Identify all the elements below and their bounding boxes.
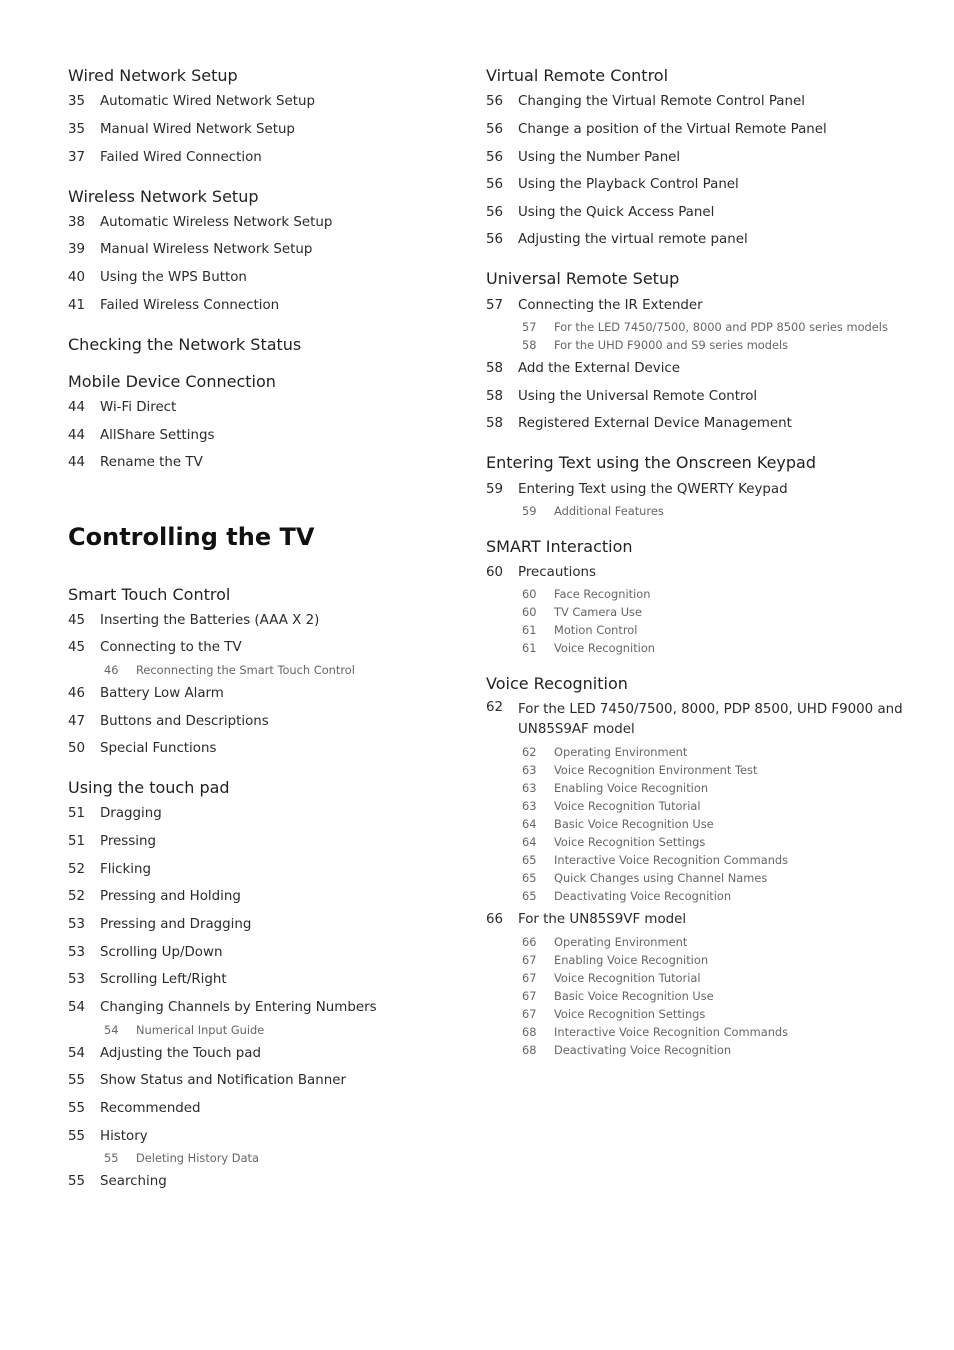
toc-entry-label: Automatic Wired Network Setup <box>100 94 315 109</box>
toc-page-number: 51 <box>68 806 86 821</box>
toc-entry-label: For the LED 7450/7500, 8000 and PDP 8500 series models <box>554 320 888 334</box>
toc-section-heading[interactable]: Voice Recognition <box>486 674 628 693</box>
toc-entry-label: Automatic Wireless Network Setup <box>100 215 333 230</box>
toc-section-heading[interactable]: Wireless Network Setup <box>68 187 259 206</box>
toc-entry-label: Adjusting the virtual remote panel <box>518 232 748 247</box>
toc-entry-label: For the UHD F9000 and S9 series models <box>554 338 789 352</box>
toc-entry-label: Additional Features <box>554 504 664 518</box>
toc-entry-label: Pressing <box>100 834 156 849</box>
toc-page-number: 67 <box>522 971 537 985</box>
toc-entry-label: History <box>100 1129 148 1144</box>
toc-entry-label: Using the Universal Remote Control <box>518 389 758 404</box>
toc-page-number: 67 <box>522 953 537 967</box>
toc-entry-label: Flicking <box>100 862 151 877</box>
toc-page-number: 65 <box>522 871 537 885</box>
toc-page-number: 53 <box>68 972 86 987</box>
toc-entry-label: Voice Recognition Tutorial <box>554 799 701 813</box>
toc-page-number: 59 <box>486 482 504 497</box>
toc-page-number: 58 <box>486 361 504 376</box>
toc-entry-label: Deactivating Voice Recognition <box>554 1043 732 1057</box>
toc-entry-label: Operating Environment <box>554 935 688 949</box>
toc-entry-label: Change a position of the Virtual Remote Panel <box>518 122 827 137</box>
toc-entry-label: Special Functions <box>100 741 217 756</box>
toc-entry-label: Interactive Voice Recognition Commands <box>554 853 789 867</box>
toc-page-number: 40 <box>68 270 86 285</box>
toc-page-number: 62 <box>486 700 504 715</box>
toc-entry-label: Using the Number Panel <box>518 150 681 165</box>
toc-entry-label: AllShare Settings <box>100 428 215 443</box>
toc-entry-label: Scrolling Up/Down <box>100 945 223 960</box>
toc-page-number: 51 <box>68 834 86 849</box>
toc-page-number: 60 <box>522 605 537 619</box>
toc-page-number: 55 <box>68 1129 86 1144</box>
toc-entry-label: Recommended <box>100 1101 201 1116</box>
toc-page-number: 44 <box>68 455 86 470</box>
toc-page-number: 37 <box>68 150 86 165</box>
toc-entry-label: Connecting to the TV <box>100 640 242 655</box>
toc-page-number: 46 <box>68 686 86 701</box>
toc-page-number: 54 <box>68 1000 86 1015</box>
toc-page-number: 60 <box>486 565 504 580</box>
toc-section-heading[interactable]: Wired Network Setup <box>68 66 238 85</box>
toc-page-number: 47 <box>68 714 86 729</box>
toc-page-number: 61 <box>522 623 537 637</box>
toc-entry-label: Motion Control <box>554 623 638 637</box>
toc-entry-label: Face Recognition <box>554 587 651 601</box>
toc-entry-label: Deleting History Data <box>136 1151 259 1165</box>
toc-page-number: 58 <box>486 389 504 404</box>
toc-entry-label: Wi-Fi Direct <box>100 400 177 415</box>
toc-entry-label: Dragging <box>100 806 162 821</box>
toc-entry-label: Manual Wireless Network Setup <box>100 242 313 257</box>
toc-entry-label: Rename the TV <box>100 455 203 470</box>
toc-entry-label: Failed Wireless Connection <box>100 298 280 313</box>
toc-page-number: 63 <box>522 781 537 795</box>
toc-entry-label: Deactivating Voice Recognition <box>554 889 732 903</box>
toc-section-heading[interactable]: Checking the Network Status <box>68 335 302 354</box>
toc-entry-label: Searching <box>100 1174 167 1189</box>
toc-page-number: 64 <box>522 835 537 849</box>
toc-entry-label: Entering Text using the QWERTY Keypad <box>518 482 788 497</box>
toc-page-number: 57 <box>486 298 504 313</box>
toc-page-number: 61 <box>522 641 537 655</box>
toc-page-number: 55 <box>68 1073 86 1088</box>
toc-entry-label: Failed Wired Connection <box>100 150 262 165</box>
toc-page-number: 54 <box>68 1046 86 1061</box>
toc-entry-label: Battery Low Alarm <box>100 686 224 701</box>
toc-page-number: 38 <box>68 215 86 230</box>
toc-page-number: 55 <box>68 1174 86 1189</box>
toc-page-number: 56 <box>486 232 504 247</box>
toc-entry-label: Basic Voice Recognition Use <box>554 989 714 1003</box>
toc-page-number: 46 <box>104 663 119 677</box>
toc-entry-label: Add the External Device <box>518 361 681 376</box>
toc-page-number: 35 <box>68 122 86 137</box>
toc-entry-label: Voice Recognition Settings <box>554 1007 706 1021</box>
toc-page-number: 44 <box>68 400 86 415</box>
toc-page-number: 62 <box>522 745 537 759</box>
toc-entry-label: Operating Environment <box>554 745 688 759</box>
toc-chapter-title[interactable]: Controlling the TV <box>68 523 315 551</box>
toc-entry-label: Enabling Voice Recognition <box>554 953 709 967</box>
toc-page-number: 56 <box>486 177 504 192</box>
toc-page-number: 41 <box>68 298 86 313</box>
toc-entry-label: Using the Playback Control Panel <box>518 177 739 192</box>
toc-page-number: 54 <box>104 1023 119 1037</box>
toc-page-number: 56 <box>486 150 504 165</box>
toc-entry-label: TV Camera Use <box>554 605 642 619</box>
toc-page-number: 56 <box>486 122 504 137</box>
toc-page-number: 57 <box>522 320 537 334</box>
toc-entry-label: Quick Changes using Channel Names <box>554 871 768 885</box>
toc-page-number: 39 <box>68 242 86 257</box>
toc-page-number: 67 <box>522 989 537 1003</box>
toc-entry-label: Enabling Voice Recognition <box>554 781 709 795</box>
toc-entry-label: Voice Recognition Settings <box>554 835 706 849</box>
toc-page-number: 55 <box>68 1101 86 1116</box>
toc-page-number: 55 <box>104 1151 119 1165</box>
toc-section-heading[interactable]: Mobile Device Connection <box>68 372 276 391</box>
toc-entry-label: Registered External Device Management <box>518 416 792 431</box>
toc-page-number: 53 <box>68 945 86 960</box>
toc-page-number: 68 <box>522 1025 537 1039</box>
toc-section-heading[interactable]: Entering Text using the Onscreen Keypad <box>486 453 816 472</box>
toc-page-number: 63 <box>522 763 537 777</box>
toc-entry-label: Show Status and Notification Banner <box>100 1073 346 1088</box>
toc-entry-label: Adjusting the Touch pad <box>100 1046 261 1061</box>
toc-entry-label: Using the WPS Button <box>100 270 247 285</box>
toc-page-number: 53 <box>68 917 86 932</box>
toc-page-number: 65 <box>522 889 537 903</box>
toc-page-number: 56 <box>486 94 504 109</box>
toc-entry-label: Buttons and Descriptions <box>100 714 269 729</box>
toc-page-number: 45 <box>68 640 86 655</box>
toc-page-number: 67 <box>522 1007 537 1021</box>
toc-entry-label: Pressing and Dragging <box>100 917 252 932</box>
toc-page-number: 56 <box>486 205 504 220</box>
toc-page-number: 64 <box>522 817 537 831</box>
toc-section-heading[interactable]: Smart Touch Control <box>68 585 231 604</box>
toc-page-number: 59 <box>522 504 537 518</box>
toc-page-number: 50 <box>68 741 86 756</box>
toc-section-heading[interactable]: Using the touch pad <box>68 778 230 797</box>
toc-page-number: 58 <box>522 338 537 352</box>
toc-page-number: 45 <box>68 613 86 628</box>
toc-entry-label: Precautions <box>518 565 596 580</box>
toc-page-number: 44 <box>68 428 86 443</box>
toc-section-heading[interactable]: SMART Interaction <box>486 537 633 556</box>
toc-entry-label: Inserting the Batteries (AAA X 2) <box>100 613 320 628</box>
toc-entry-label: Interactive Voice Recognition Commands <box>554 1025 789 1039</box>
toc-page-number: 65 <box>522 853 537 867</box>
toc-page-number: 52 <box>68 889 86 904</box>
toc-entry-label: Using the Quick Access Panel <box>518 205 715 220</box>
toc-page-number: 60 <box>522 587 537 601</box>
toc-section-heading[interactable]: Universal Remote Setup <box>486 269 680 288</box>
toc-section-heading[interactable]: Virtual Remote Control <box>486 66 669 85</box>
toc-entry-label: Reconnecting the Smart Touch Control <box>136 663 355 677</box>
toc-entry-label: Pressing and Holding <box>100 889 241 904</box>
toc-entry-label: Changing the Virtual Remote Control Panel <box>518 94 805 109</box>
toc-page-number: 63 <box>522 799 537 813</box>
toc-page-number: 68 <box>522 1043 537 1057</box>
toc-entry-label: For the UN85S9VF model <box>518 912 687 927</box>
toc-entry-label: Changing Channels by Entering Numbers <box>100 1000 377 1015</box>
toc-page-number: 66 <box>486 912 504 927</box>
toc-entry-label: Numerical Input Guide <box>136 1023 265 1037</box>
toc-entry-label: Basic Voice Recognition Use <box>554 817 714 831</box>
toc-entry-label: Scrolling Left/Right <box>100 972 227 987</box>
toc-entry-label: For the LED 7450/7500, 8000, PDP 8500, UHD F9000 and UN85S9AF model <box>518 702 903 737</box>
toc-page-number: 35 <box>68 94 86 109</box>
toc-entry-label: Manual Wired Network Setup <box>100 122 295 137</box>
toc-page-number: 58 <box>486 416 504 431</box>
toc-entry-label: Voice Recognition Tutorial <box>554 971 701 985</box>
toc-page-number: 66 <box>522 935 537 949</box>
toc-entry-label: Voice Recognition Environment Test <box>554 763 758 777</box>
toc-page-number: 52 <box>68 862 86 877</box>
toc-entry-label: Connecting the IR Extender <box>518 298 703 313</box>
toc-entry-label: Voice Recognition <box>554 641 656 655</box>
